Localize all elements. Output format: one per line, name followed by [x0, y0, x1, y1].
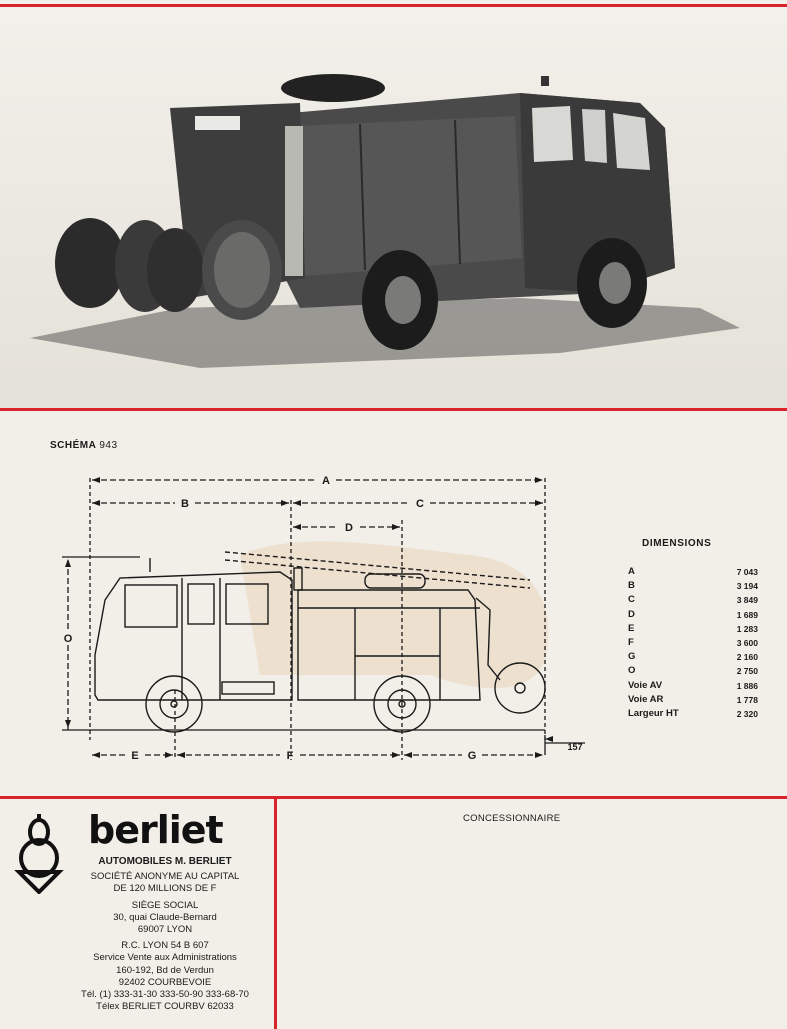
- dim-row: Largeur HT 2 320: [628, 707, 758, 719]
- company-name: AUTOMOBILES M. BERLIET: [98, 856, 232, 867]
- company-line: 69007 LYON: [137, 924, 193, 936]
- dim-row: C 3 849: [628, 594, 758, 606]
- lower-rule: [0, 796, 787, 799]
- dimensions-title: DIMENSIONS: [642, 538, 712, 549]
- vertical-rule: [274, 796, 277, 1029]
- dim-row: B 3 194: [628, 580, 758, 592]
- technical-drawing: [0, 460, 600, 790]
- top-rule: [0, 4, 787, 7]
- label-E: E: [131, 750, 139, 762]
- company-info: [60, 856, 270, 1013]
- dim-row: E 1 283: [628, 622, 758, 634]
- company-line: Télex BERLIET COURBV 62033: [96, 1001, 234, 1013]
- dim-row: A 7 043: [628, 566, 758, 577]
- company-line: Tél. (1) 333-31-30 333-50-90 333-68-70: [81, 989, 249, 1001]
- label-157: 157: [567, 742, 583, 752]
- dim-row: D 1 689: [628, 608, 758, 620]
- dim-row: F 3 600: [628, 636, 758, 648]
- label-O: O: [63, 633, 73, 645]
- company-line: 160-192, Bd de Verdun: [116, 964, 214, 976]
- company-line: Service Vente aux Administrations: [93, 952, 237, 964]
- schema-title: [50, 440, 118, 451]
- dim-row: Voie AR 1 778: [628, 693, 758, 705]
- dealer-label: CONCESSIONNAIRE: [463, 813, 561, 824]
- fire-truck-photo: [0, 8, 787, 408]
- middle-rule: [0, 408, 787, 411]
- company-line: SIÈGE SOCIAL: [131, 899, 199, 911]
- company-line: 30, quai Claude-Bernard: [113, 911, 217, 923]
- company-line: 92402 COURBEVOIE: [118, 976, 212, 988]
- brand-wordmark: berliet: [88, 808, 223, 852]
- label-G: G: [467, 750, 477, 762]
- dim-row: Voie AV 1 886: [628, 679, 758, 691]
- label-D: D: [345, 522, 353, 534]
- label-A: A: [322, 475, 330, 487]
- company-line: SOCIÉTÉ ANONYME AU CAPITAL: [90, 871, 240, 883]
- label-C: C: [416, 498, 424, 510]
- label-B: B: [181, 498, 189, 510]
- schema-label: SCHÉMA: [50, 440, 97, 451]
- schema-number: 943: [99, 440, 118, 451]
- dimensions-table: [628, 538, 758, 721]
- company-line: R.C. LYON 54 B 607: [121, 940, 209, 952]
- dim-row: O 2 750: [628, 665, 758, 677]
- berliet-logo-icon: [14, 812, 64, 894]
- label-F: F: [286, 750, 294, 762]
- company-line: DE 120 MILLIONS DE F: [113, 883, 217, 895]
- dim-row: G 2 160: [628, 651, 758, 663]
